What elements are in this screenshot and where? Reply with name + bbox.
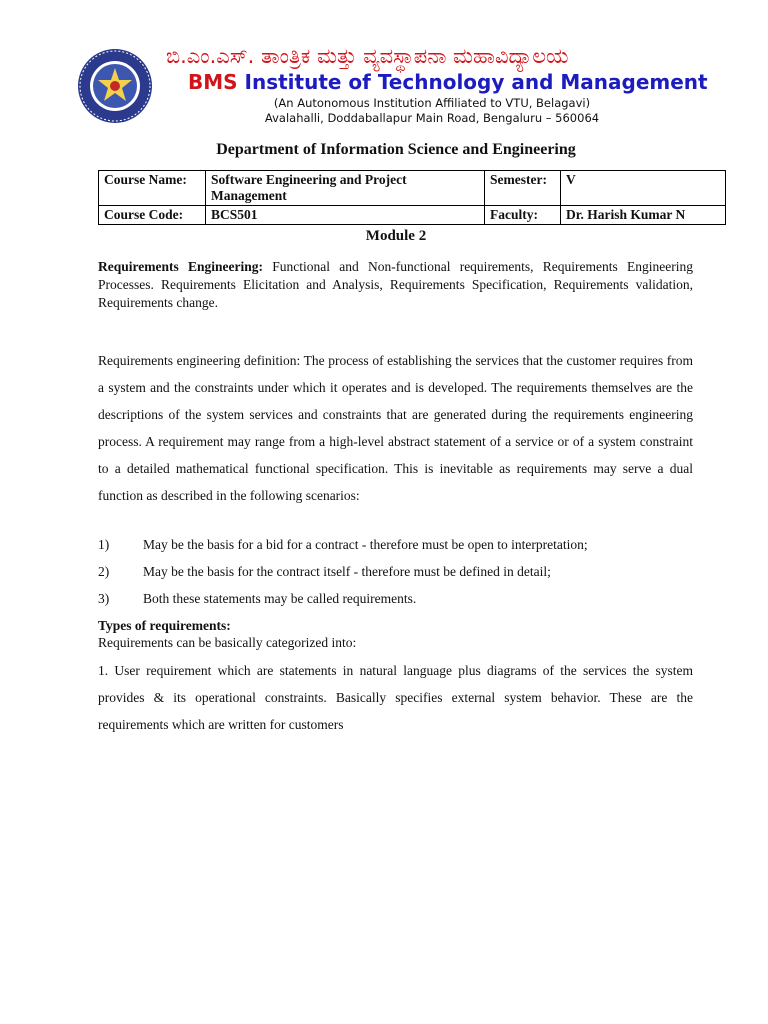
- institute-name-rest: Institute of Technology and Management: [244, 70, 708, 94]
- faculty-value: Dr. Harish Kumar N: [561, 206, 726, 225]
- list-item: [98, 591, 416, 607]
- list-item-text: May be the basis for a bid for a contract - therefore must be open to interpretation;: [143, 537, 588, 552]
- course-name-value: Software Engineering and Project Management: [206, 171, 485, 206]
- semester-value: V: [561, 171, 726, 206]
- list-item: [98, 564, 551, 580]
- topics-text: Functional and Non-functional requirements, Requirements Engineering Processes. Requirements Elicitation and Analysis, Requirements Specification, Requirements validation, Requirements change.: [98, 259, 693, 310]
- table-row: [99, 171, 726, 206]
- module-title: Module 2: [365, 228, 427, 244]
- types-subtext: Requirements can be basically categorized into:: [98, 635, 357, 650]
- types-heading: Types of requirements:: [98, 618, 231, 633]
- department-title: Department of Information Science and Engineering: [216, 141, 576, 158]
- user-requirement-paragraph: 1. User requirement which are statements in natural language plus diagrams of the services the system provides & its operational constraints. Basically specifies external system behavior. These are the requirements which are written for customers: [98, 663, 693, 732]
- list-item-text: Both these statements may be called requirements.: [143, 591, 417, 606]
- table-row: [99, 206, 726, 225]
- list-item-number: 2): [98, 564, 110, 579]
- course-info-table: [98, 170, 726, 225]
- institute-name: [188, 70, 708, 94]
- list-item-text: May be the basis for the contract itself - therefore must be defined in detail;: [143, 564, 551, 579]
- institute-affiliation: (An Autonomous Institution Affiliated to VTU, Belagavi): [273, 96, 591, 110]
- institute-name-kannada: ಬಿ.ಎಂ.ಎಸ್. ತಾಂತ್ರಿಕ ಮತ್ತು ವ್ಯವಸ್ಥಾಪನಾ ಮಹಾವಿದ್ಯಾಲಯ: [166, 44, 569, 68]
- definition-paragraph: Requirements engineering definition: The process of establishing the services that the customer requires from a system and the constraints under which it operates and is developed. The requirements themselves are the descriptions of the system services and constraints that are generated during the requirements engineering process. A requirement may range from a high-level abstract statement of a service or of a system constraint to a detailed mathematical functional specification. This is inevitable as requirements may serve a dual function as described in the following scenarios:: [98, 353, 693, 503]
- semester-label: Semester:: [485, 171, 561, 206]
- institute-address: Avalahalli, Doddaballapur Main Road, Bengaluru – 560064: [264, 111, 600, 125]
- list-item-number: 3): [98, 591, 110, 606]
- institute-name-prefix: BMS: [188, 70, 238, 94]
- course-name-label: Course Name:: [99, 171, 206, 206]
- faculty-label: Faculty:: [485, 206, 561, 225]
- topics-paragraph: [98, 258, 693, 312]
- course-code-value: BCS501: [206, 206, 485, 225]
- list-item-number: 1): [98, 537, 110, 552]
- course-code-label: Course Code:: [99, 206, 206, 225]
- topics-heading: Requirements Engineering:: [98, 259, 263, 274]
- list-item: [98, 537, 588, 553]
